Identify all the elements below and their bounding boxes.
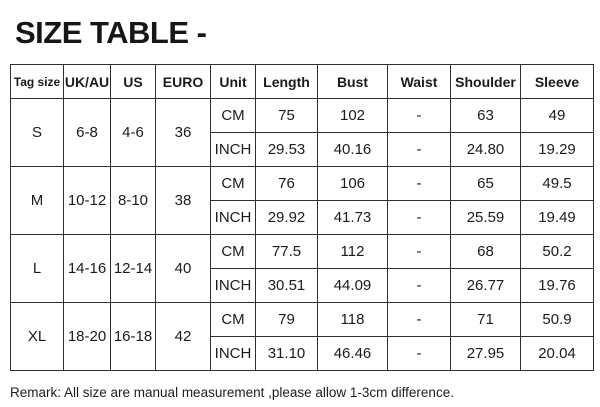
- size-tag-cell: XL: [11, 303, 64, 371]
- unit-label-cm: CM: [211, 167, 256, 201]
- column-header-waist: Waist: [388, 65, 451, 99]
- us-cell: 16-18: [111, 303, 156, 371]
- waist-cm-cell: -: [388, 235, 451, 269]
- sleeve-inch-cell: 19.29: [521, 133, 594, 167]
- length-cm-cell: 77.5: [256, 235, 318, 269]
- size-row-s-cm: [11, 99, 594, 133]
- shoulder-inch-cell: 25.59: [451, 201, 521, 235]
- euro-cell: 40: [156, 235, 211, 303]
- bust-inch-cell: 41.73: [318, 201, 388, 235]
- column-header-uk-au: UK/AU: [64, 65, 111, 99]
- bust-inch-cell: 44.09: [318, 269, 388, 303]
- size-row-m-cm: [11, 167, 594, 201]
- shoulder-inch-cell: 26.77: [451, 269, 521, 303]
- length-cm-cell: 76: [256, 167, 318, 201]
- sleeve-cm-cell: 49.5: [521, 167, 594, 201]
- us-cell: 8-10: [111, 167, 156, 235]
- waist-inch-cell: -: [388, 337, 451, 371]
- length-cm-cell: 75: [256, 99, 318, 133]
- bust-inch-cell: 46.46: [318, 337, 388, 371]
- unit-label-inch: INCH: [211, 337, 256, 371]
- bust-inch-cell: 40.16: [318, 133, 388, 167]
- unit-label-inch: INCH: [211, 201, 256, 235]
- size-table-page: [0, 16, 600, 407]
- waist-inch-cell: -: [388, 269, 451, 303]
- sleeve-cm-cell: 49: [521, 99, 594, 133]
- waist-cm-cell: -: [388, 167, 451, 201]
- sleeve-cm-cell: 50.2: [521, 235, 594, 269]
- column-header-us: US: [111, 65, 156, 99]
- length-cm-cell: 79: [256, 303, 318, 337]
- sleeve-inch-cell: 20.04: [521, 337, 594, 371]
- shoulder-cm-cell: 71: [451, 303, 521, 337]
- bust-cm-cell: 118: [318, 303, 388, 337]
- bust-cm-cell: 102: [318, 99, 388, 133]
- size-row-l-cm: [11, 235, 594, 269]
- length-inch-cell: 29.53: [256, 133, 318, 167]
- size-tag-cell: L: [11, 235, 64, 303]
- column-header-euro: EURO: [156, 65, 211, 99]
- euro-cell: 36: [156, 99, 211, 167]
- shoulder-inch-cell: 24.80: [451, 133, 521, 167]
- waist-cm-cell: -: [388, 303, 451, 337]
- shoulder-cm-cell: 63: [451, 99, 521, 133]
- unit-label-inch: INCH: [211, 269, 256, 303]
- length-inch-cell: 31.10: [256, 337, 318, 371]
- uk-au-cell: 18-20: [64, 303, 111, 371]
- column-header-bust: Bust: [318, 65, 388, 99]
- length-inch-cell: 30.51: [256, 269, 318, 303]
- size-tag-cell: M: [11, 167, 64, 235]
- column-header-tag-size: Tag size: [11, 65, 64, 99]
- uk-au-cell: 14-16: [64, 235, 111, 303]
- shoulder-cm-cell: 65: [451, 167, 521, 201]
- sleeve-inch-cell: 19.49: [521, 201, 594, 235]
- page-title: SIZE TABLE -: [15, 15, 207, 50]
- shoulder-cm-cell: 68: [451, 235, 521, 269]
- column-header-shoulder: Shoulder: [451, 65, 521, 99]
- euro-cell: 38: [156, 167, 211, 235]
- unit-label-cm: CM: [211, 235, 256, 269]
- shoulder-inch-cell: 27.95: [451, 337, 521, 371]
- waist-inch-cell: -: [388, 133, 451, 167]
- us-cell: 4-6: [111, 99, 156, 167]
- column-header-length: Length: [256, 65, 318, 99]
- remark-text: Remark: All size are manual measurement ,please allow 1-3cm difference.: [10, 385, 454, 401]
- uk-au-cell: 10-12: [64, 167, 111, 235]
- sleeve-inch-cell: 19.76: [521, 269, 594, 303]
- column-header-unit: Unit: [211, 65, 256, 99]
- waist-inch-cell: -: [388, 201, 451, 235]
- unit-label-cm: CM: [211, 303, 256, 337]
- us-cell: 12-14: [111, 235, 156, 303]
- bust-cm-cell: 106: [318, 167, 388, 201]
- sleeve-cm-cell: 50.9: [521, 303, 594, 337]
- bust-cm-cell: 112: [318, 235, 388, 269]
- unit-label-cm: CM: [211, 99, 256, 133]
- unit-label-inch: INCH: [211, 133, 256, 167]
- uk-au-cell: 6-8: [64, 99, 111, 167]
- euro-cell: 42: [156, 303, 211, 371]
- size-table: [10, 64, 594, 371]
- length-inch-cell: 29.92: [256, 201, 318, 235]
- header-row: [11, 65, 594, 99]
- waist-cm-cell: -: [388, 99, 451, 133]
- size-row-xl-cm: [11, 303, 594, 337]
- size-tag-cell: S: [11, 99, 64, 167]
- column-header-sleeve: Sleeve: [521, 65, 594, 99]
